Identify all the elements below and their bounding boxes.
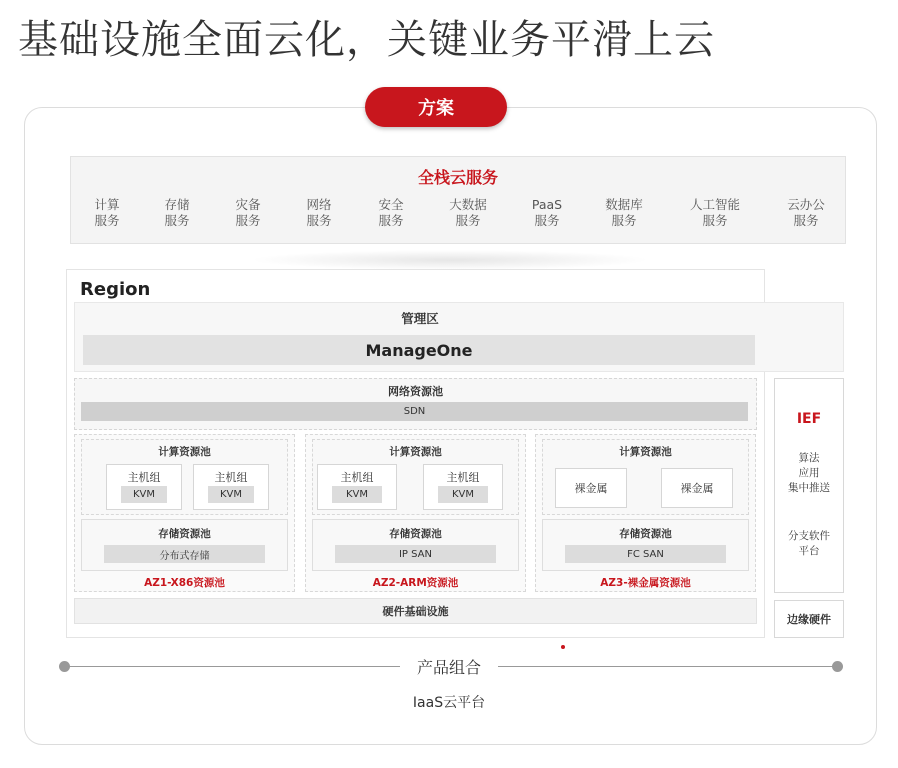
- service-security: 安全 服务: [378, 197, 404, 228]
- az1-host-group-1: [106, 464, 182, 510]
- manageone-bar: ManageOne: [83, 335, 755, 365]
- service-paas: PaaS 服务: [531, 197, 563, 228]
- az1-pool: [74, 434, 295, 592]
- host-group-label: 主机组: [340, 471, 374, 484]
- az3-baremetal-2: 裸金属: [661, 468, 733, 508]
- az3-compute-pool: [542, 439, 749, 515]
- management-zone-title: 管理区: [401, 311, 439, 326]
- az3-baremetal-1: 裸金属: [555, 468, 627, 508]
- hardware-infrastructure-bar: 硬件基础设施: [74, 598, 757, 624]
- az1-host-group-2: [193, 464, 269, 510]
- service-network: 网络 服务: [306, 197, 332, 228]
- az2-host-group-1: [317, 464, 397, 510]
- full-stack-title: 全栈云服务: [417, 168, 498, 187]
- region-title: Region: [80, 279, 151, 300]
- kvm-label: KVM: [438, 486, 488, 503]
- ief-feature-branch: 分支软件 平台: [788, 530, 830, 557]
- service-storage: 存储 服务: [164, 197, 190, 228]
- az3-compute-title: 计算资源池: [619, 446, 672, 458]
- az2-storage-title: 存储资源池: [389, 528, 442, 540]
- az2-compute-pool: [312, 439, 519, 515]
- network-resource-pool: [74, 378, 757, 430]
- service-list: [71, 197, 845, 233]
- az2-host-group-2: [423, 464, 503, 510]
- service-big-data: 大数据 服务: [449, 197, 487, 228]
- az1-compute-pool: [81, 439, 288, 515]
- service-disaster-recovery: 灾备 服务: [235, 197, 261, 228]
- combo-line-right-dot: [832, 661, 843, 672]
- service-compute: 计算 服务: [94, 197, 120, 228]
- az3-pool: [535, 434, 756, 592]
- combo-line-left: [64, 666, 400, 667]
- az1-storage-pool: [81, 519, 288, 571]
- az3-storage-pool: [542, 519, 749, 571]
- edge-hardware-box: 边缘硬件: [774, 600, 844, 638]
- az2-name: AZ2-ARM资源池: [372, 577, 459, 589]
- management-zone: [74, 302, 844, 372]
- combo-line-right: [498, 666, 836, 667]
- service-cloud-office: 云办公 服务: [787, 197, 825, 228]
- az3-storage-type: FC SAN: [565, 545, 726, 563]
- sdn-bar: SDN: [81, 402, 748, 421]
- host-group-label: 主机组: [446, 471, 480, 484]
- service-ai: 人工智能 服务: [689, 197, 740, 228]
- full-stack-services-panel: [70, 156, 846, 244]
- ief-title: IEF: [796, 411, 822, 427]
- az3-name: AZ3-裸金属资源池: [600, 577, 691, 589]
- iaas-platform-label: IaaS云平台: [412, 695, 486, 711]
- az1-name: AZ1-X86资源池: [144, 577, 225, 589]
- ief-panel: [774, 378, 844, 593]
- page-title: 基础设施全面云化，关键业务平滑上云: [18, 17, 715, 63]
- host-group-label: 主机组: [127, 471, 161, 484]
- az2-storage-pool: [312, 519, 519, 571]
- az1-storage-title: 存储资源池: [158, 528, 211, 540]
- az2-pool: [305, 434, 526, 592]
- product-combination-label: 产品组合: [416, 658, 481, 677]
- solution-badge: 方案: [365, 87, 507, 127]
- host-group-label: 主机组: [214, 471, 248, 484]
- decorative-dot: [561, 645, 565, 649]
- az2-storage-type: IP SAN: [335, 545, 496, 563]
- az2-compute-title: 计算资源池: [389, 446, 442, 458]
- ief-feature-algorithm: 算法 应用 集中推送: [788, 452, 830, 494]
- service-database: 数据库 服务: [605, 197, 643, 228]
- az1-compute-title: 计算资源池: [158, 446, 211, 458]
- decorative-glow: [250, 250, 650, 270]
- kvm-label: KVM: [208, 486, 254, 503]
- kvm-label: KVM: [121, 486, 167, 503]
- az3-storage-title: 存储资源池: [619, 528, 672, 540]
- kvm-label: KVM: [332, 486, 382, 503]
- network-pool-title: 网络资源池: [388, 385, 443, 398]
- az1-storage-type: 分布式存储: [104, 545, 265, 563]
